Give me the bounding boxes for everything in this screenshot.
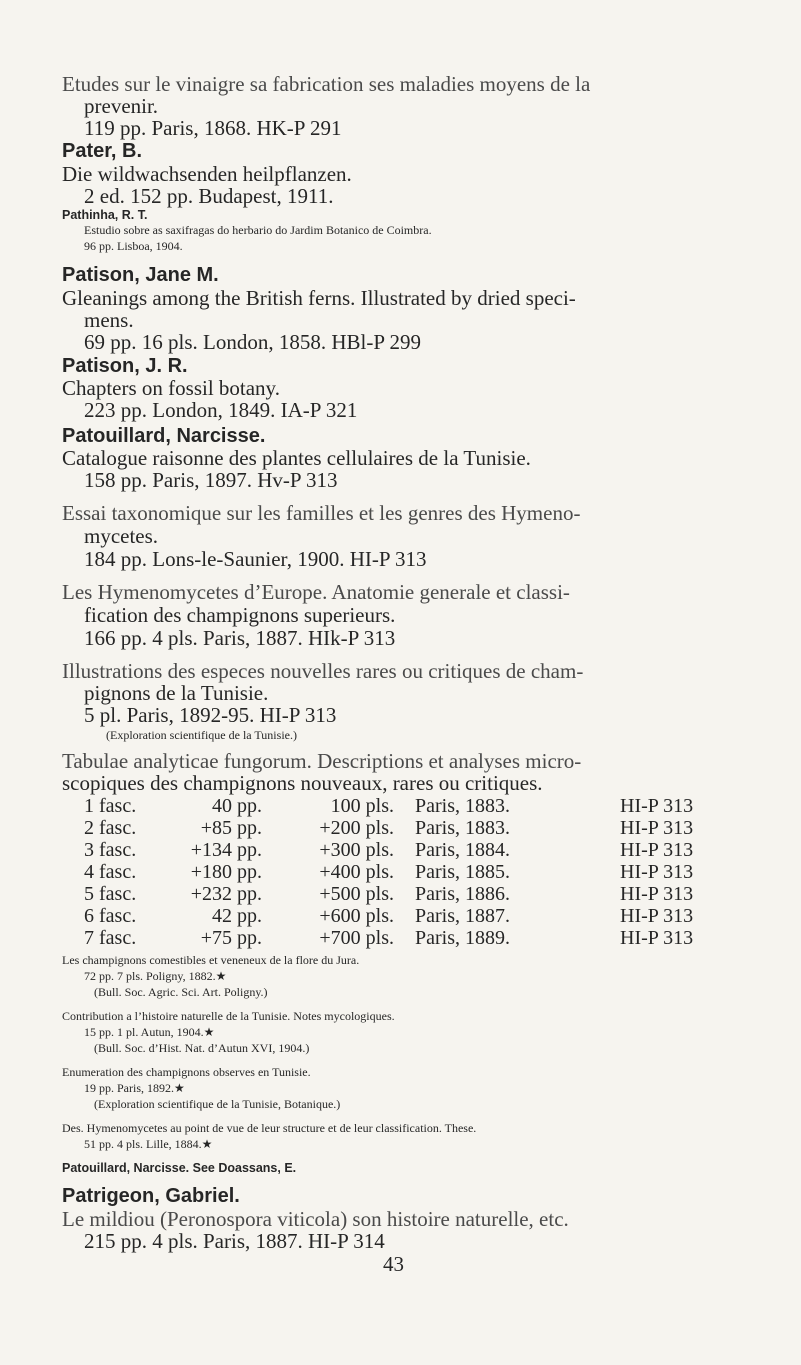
fascicle-imprint: Paris, 1883. bbox=[415, 817, 510, 839]
entry-series-note: (Exploration scientifique de la Tunisie, Botanique.) bbox=[94, 1097, 341, 1111]
fascicle-call-number: HI-P 313 bbox=[620, 861, 694, 883]
entry-series-note: (Exploration scientifique de la Tunisie.) bbox=[106, 728, 297, 742]
entry-series-note: (Bull. Soc. d’Hist. Nat. d’Autun XVI, 1904.) bbox=[94, 1041, 310, 1055]
fascicle-call-number: HI-P 313 bbox=[620, 817, 694, 839]
entry-title-line: Die wildwachsenden heilpflanzen. bbox=[62, 162, 352, 186]
fascicle-imprint: Paris, 1887. bbox=[415, 905, 510, 927]
fascicle-number: 6 fasc. bbox=[84, 905, 137, 927]
fascicle-pages: +232 pp. bbox=[190, 883, 262, 905]
page-number: 43 bbox=[383, 1252, 404, 1276]
fascicle-call-number: HI-P 313 bbox=[620, 905, 694, 927]
cross-reference: Patouillard, Narcisse. See Doassans, E. bbox=[62, 1161, 297, 1175]
author-heading: Patison, J. R. bbox=[62, 355, 188, 377]
entry-publication: 19 pp. Paris, 1892.★ bbox=[84, 1081, 185, 1095]
fascicle-imprint: Paris, 1883. bbox=[415, 795, 510, 817]
fascicle-imprint: Paris, 1884. bbox=[415, 839, 510, 861]
entry-title-line: prevenir. bbox=[84, 94, 159, 118]
fascicle-call-number: HI-P 313 bbox=[620, 927, 694, 949]
fascicle-number: 5 fasc. bbox=[84, 883, 137, 905]
entry-publication: 184 pp. Lons-le-Saunier, 1900. HI-P 313 bbox=[84, 547, 427, 571]
fascicle-plates: +700 pls. bbox=[319, 927, 394, 949]
fascicle-number: 1 fasc. bbox=[84, 795, 137, 817]
author-heading: Pathinha, R. T. bbox=[62, 208, 148, 222]
fascicle-pages: +85 pp. bbox=[200, 817, 262, 839]
entry-title-line: Enumeration des champignons observes en Tunisie. bbox=[62, 1065, 311, 1079]
fascicle-number: 4 fasc. bbox=[84, 861, 137, 883]
entry-title-line: Le mildiou (Peronospora viticola) son histoire naturelle, etc. bbox=[62, 1207, 569, 1231]
fascicle-plates: 100 pls. bbox=[330, 795, 394, 817]
fascicle-pages: 42 pp. bbox=[212, 905, 262, 927]
entry-publication: 15 pp. 1 pl. Autun, 1904.★ bbox=[84, 1025, 215, 1039]
entry-title-line: pignons de la Tunisie. bbox=[84, 681, 269, 705]
entry-publication: 51 pp. 4 pls. Lille, 1884.★ bbox=[84, 1137, 213, 1151]
author-heading: Pater, B. bbox=[62, 140, 143, 162]
entry-publication: 158 pp. Paris, 1897. Hv-P 313 bbox=[84, 468, 338, 492]
fascicle-plates: +200 pls. bbox=[319, 817, 394, 839]
fascicle-imprint: Paris, 1889. bbox=[415, 927, 510, 949]
entry-title-line: Essai taxonomique sur les familles et les genres des Hymeno- bbox=[62, 501, 581, 525]
fascicle-plates: +500 pls. bbox=[319, 883, 394, 905]
entry-title-line: Chapters on fossil botany. bbox=[62, 376, 280, 400]
author-heading: Patison, Jane M. bbox=[62, 264, 219, 286]
fascicle-call-number: HI-P 313 bbox=[620, 883, 694, 905]
fascicle-plates: +300 pls. bbox=[319, 839, 394, 861]
entry-series-note: (Bull. Soc. Agric. Sci. Art. Poligny.) bbox=[94, 985, 268, 999]
fascicle-pages: +180 pp. bbox=[190, 861, 262, 883]
entry-publication: 5 pl. Paris, 1892-95. HI-P 313 bbox=[84, 703, 337, 727]
entry-title-line: Les Hymenomycetes d’Europe. Anatomie generale et classi- bbox=[62, 580, 570, 604]
fascicle-imprint: Paris, 1886. bbox=[415, 883, 510, 905]
entry-publication: 96 pp. Lisboa, 1904. bbox=[84, 239, 183, 253]
fascicle-pages: 40 pp. bbox=[212, 795, 262, 817]
entry-title-line: Illustrations des especes nouvelles rares ou critiques de cham- bbox=[62, 659, 584, 683]
entry-title-line: Tabulae analyticae fungorum. Descriptions et analyses micro- bbox=[62, 749, 582, 773]
fascicle-pages: +134 pp. bbox=[190, 839, 262, 861]
fascicle-pages: +75 pp. bbox=[200, 927, 262, 949]
entry-title-line: Des. Hymenomycetes au point de vue de leur structure et de leur classification. These. bbox=[62, 1121, 477, 1135]
entry-title-line: Contribution a l’histoire naturelle de la Tunisie. Notes mycologiques. bbox=[62, 1009, 395, 1023]
entry-title-line: Estudio sobre as saxifragas do herbario do Jardim Botanico de Coimbra. bbox=[84, 223, 432, 237]
fascicle-imprint: Paris, 1885. bbox=[415, 861, 510, 883]
author-heading: Patouillard, Narcisse. bbox=[62, 425, 266, 447]
entry-publication: 166 pp. 4 pls. Paris, 1887. HIk-P 313 bbox=[84, 626, 396, 650]
entry-title-line: Etudes sur le vinaigre sa fabrication ses maladies moyens de la bbox=[62, 72, 591, 96]
fascicle-call-number: HI-P 313 bbox=[620, 839, 694, 861]
entry-title-line: scopiques des champignons nouveaux, rares ou critiques. bbox=[62, 771, 543, 795]
fascicle-plates: +400 pls. bbox=[319, 861, 394, 883]
fascicle-number: 3 fasc. bbox=[84, 839, 137, 861]
entry-publication: 72 pp. 7 pls. Poligny, 1882.★ bbox=[84, 969, 227, 983]
entry-title-line: Les champignons comestibles et veneneux de la flore du Jura. bbox=[62, 953, 360, 967]
entry-publication: 223 pp. London, 1849. IA-P 321 bbox=[84, 398, 358, 422]
entry-publication: 215 pp. 4 pls. Paris, 1887. HI-P 314 bbox=[84, 1229, 385, 1253]
entry-publication: 69 pp. 16 pls. London, 1858. HBl-P 299 bbox=[84, 330, 421, 354]
fascicle-number: 7 fasc. bbox=[84, 927, 137, 949]
entry-title-line: fication des champignons superieurs. bbox=[84, 603, 396, 627]
entry-publication: 2 ed. 152 pp. Budapest, 1911. bbox=[84, 184, 334, 208]
entry-title-line: Gleanings among the British ferns. Illustrated by dried speci- bbox=[62, 286, 576, 310]
fascicle-call-number: HI-P 313 bbox=[620, 795, 694, 817]
entry-title-line: mycetes. bbox=[84, 524, 159, 548]
entry-title-line: mens. bbox=[84, 308, 134, 332]
entry-title-line: Catalogue raisonne des plantes cellulaires de la Tunisie. bbox=[62, 446, 531, 470]
entry-publication: 119 pp. Paris, 1868. HK-P 291 bbox=[84, 116, 342, 140]
fascicle-number: 2 fasc. bbox=[84, 817, 137, 839]
fascicle-plates: +600 pls. bbox=[319, 905, 394, 927]
author-heading: Patrigeon, Gabriel. bbox=[62, 1185, 240, 1207]
